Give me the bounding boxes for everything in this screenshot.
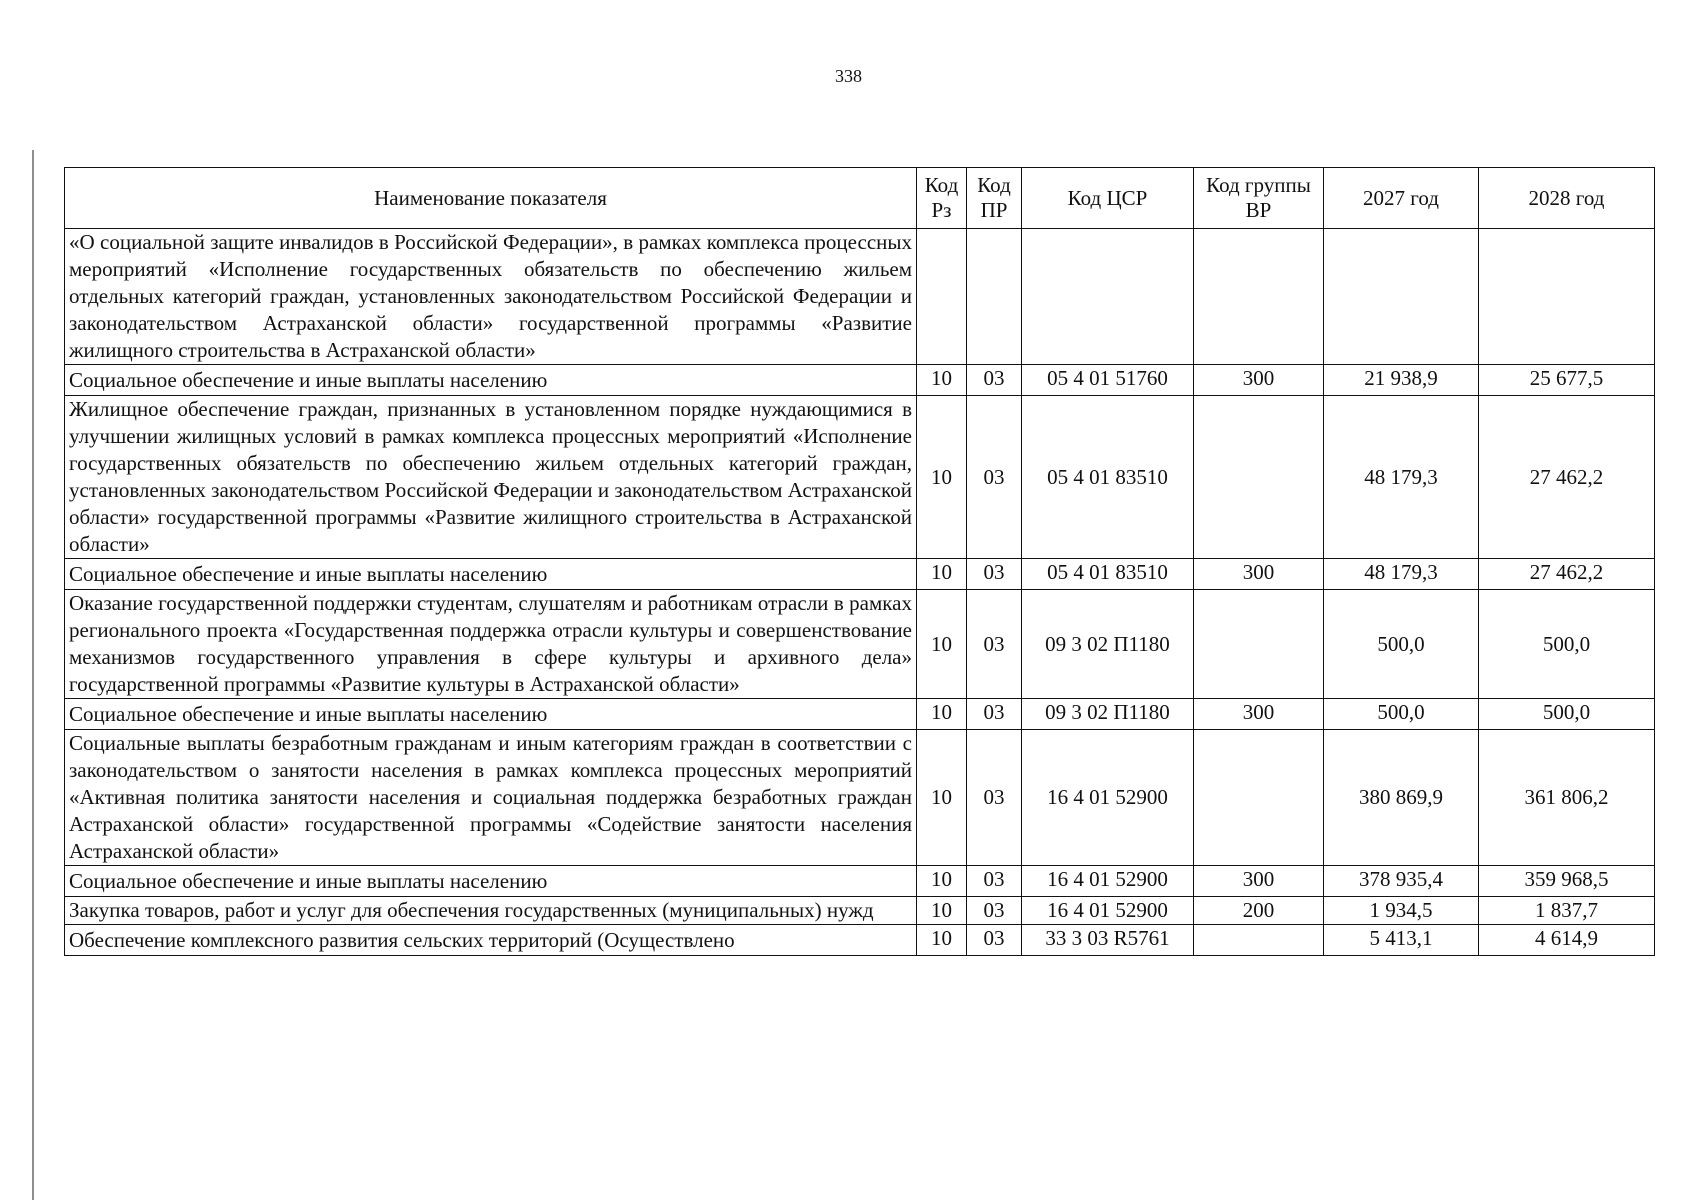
row-rz: 10 — [917, 699, 967, 730]
table-row — [65, 396, 1655, 559]
row-csr: 16 4 01 52900 — [1022, 897, 1194, 925]
row-csr: 16 4 01 52900 — [1022, 730, 1194, 866]
row-name: Социальное обеспечение и иные выплаты населению — [65, 699, 917, 730]
row-vr: 300 — [1194, 365, 1324, 396]
row-rz: 10 — [917, 897, 967, 925]
row-vr — [1194, 590, 1324, 699]
row-rz: 10 — [917, 730, 967, 866]
row-rz: 10 — [917, 925, 967, 956]
table-header-row — [65, 168, 1655, 229]
header-name: Наименование показателя — [65, 168, 917, 229]
table-row — [65, 730, 1655, 866]
row-2027 — [1324, 229, 1479, 365]
row-vr — [1194, 396, 1324, 559]
row-2028 — [1479, 229, 1655, 365]
row-csr: 05 4 01 51760 — [1022, 365, 1194, 396]
table-row — [65, 229, 1655, 365]
table-row — [65, 925, 1655, 956]
row-name: Социальное обеспечение и иные выплаты населению — [65, 559, 917, 590]
page-number: 338 — [835, 66, 862, 86]
row-pr — [967, 229, 1022, 365]
row-2028: 361 806,2 — [1479, 730, 1655, 866]
row-pr: 03 — [967, 866, 1022, 897]
row-2027: 21 938,9 — [1324, 365, 1479, 396]
row-csr: 09 3 02 П1180 — [1022, 590, 1194, 699]
row-vr — [1194, 925, 1324, 956]
row-vr: 300 — [1194, 699, 1324, 730]
row-2028: 359 968,5 — [1479, 866, 1655, 897]
row-2027: 378 935,4 — [1324, 866, 1479, 897]
row-2027: 48 179,3 — [1324, 559, 1479, 590]
row-2027: 48 179,3 — [1324, 396, 1479, 559]
header-pr: Код ПР — [967, 168, 1022, 229]
row-name: Социальные выплаты безработным гражданам и иным категориям граждан в соответствии с законодательством о занятости населения в рамках комплекса процессных мероприятий «Активная политика занятости населения и социальная поддержка безработных граждан Астраханской области» государственной программы «Содействие занятости населения Астраханской области» — [65, 730, 917, 866]
row-vr: 300 — [1194, 866, 1324, 897]
header-rz: Код Рз — [917, 168, 967, 229]
row-pr: 03 — [967, 699, 1022, 730]
row-csr: 16 4 01 52900 — [1022, 866, 1194, 897]
row-csr — [1022, 229, 1194, 365]
row-name: «О социальной защите инвалидов в Российской Федерации», в рамках комплекса процессных мероприятий «Исполнение государственных обязательств по обеспечению жильем отдельных категорий граждан, установленных законодательством Российской Федерации и законодательством Астраханской области» государственной программы «Развитие жилищного строительства в Астраханской области» — [65, 229, 917, 365]
row-pr: 03 — [967, 396, 1022, 559]
header-2028: 2028 год — [1479, 168, 1655, 229]
row-2027: 380 869,9 — [1324, 730, 1479, 866]
table-row — [65, 559, 1655, 590]
row-2028: 500,0 — [1479, 590, 1655, 699]
row-csr: 09 3 02 П1180 — [1022, 699, 1194, 730]
row-2028: 4 614,9 — [1479, 925, 1655, 956]
row-pr: 03 — [967, 925, 1022, 956]
row-name: Обеспечение комплексного развития сельских территорий (Осуществлено — [65, 925, 917, 956]
row-vr: 300 — [1194, 559, 1324, 590]
row-csr: 05 4 01 83510 — [1022, 559, 1194, 590]
row-name: Социальное обеспечение и иные выплаты населению — [65, 866, 917, 897]
row-2028: 27 462,2 — [1479, 559, 1655, 590]
row-name: Закупка товаров, работ и услуг для обеспечения государственных (муниципальных) нужд — [65, 897, 917, 925]
row-name: Оказание государственной поддержки студентам, слушателям и работникам отрасли в рамках регионального проекта «Государственная поддержка отрасли культуры и совершенствование механизмов государственного управления в сфере культуры и архивного дела» государственной программы «Развитие культуры в Астраханской области» — [65, 590, 917, 699]
table-row — [65, 866, 1655, 897]
row-rz: 10 — [917, 396, 967, 559]
row-pr: 03 — [967, 590, 1022, 699]
row-pr: 03 — [967, 559, 1022, 590]
row-2027: 500,0 — [1324, 590, 1479, 699]
row-rz: 10 — [917, 590, 967, 699]
header-vr: Код группы ВР — [1194, 168, 1324, 229]
table-row — [65, 590, 1655, 699]
row-pr: 03 — [967, 730, 1022, 866]
row-2028: 500,0 — [1479, 699, 1655, 730]
row-csr: 05 4 01 83510 — [1022, 396, 1194, 559]
row-rz — [917, 229, 967, 365]
row-2028: 27 462,2 — [1479, 396, 1655, 559]
header-csr: Код ЦСР — [1022, 168, 1194, 229]
row-2028: 25 677,5 — [1479, 365, 1655, 396]
row-csr: 33 3 03 R5761 — [1022, 925, 1194, 956]
budget-table — [64, 167, 1655, 956]
row-rz: 10 — [917, 559, 967, 590]
row-vr — [1194, 730, 1324, 866]
row-pr: 03 — [967, 365, 1022, 396]
binding-edge-line — [32, 150, 34, 1200]
header-2027: 2027 год — [1324, 168, 1479, 229]
table-row — [65, 897, 1655, 925]
row-rz: 10 — [917, 866, 967, 897]
row-2027: 500,0 — [1324, 699, 1479, 730]
table-row — [65, 699, 1655, 730]
row-2027: 1 934,5 — [1324, 897, 1479, 925]
row-2027: 5 413,1 — [1324, 925, 1479, 956]
row-2028: 1 837,7 — [1479, 897, 1655, 925]
row-rz: 10 — [917, 365, 967, 396]
row-vr — [1194, 229, 1324, 365]
row-name: Жилищное обеспечение граждан, признанных в установленном порядке нуждающимися в улучшении жилищных условий в рамках комплекса процессных мероприятий «Исполнение государственных обязательств по обеспечению жильем отдельных категорий граждан, установленных законодательством Российской Федерации и законодательством Астраханской области» государственной программы «Развитие жилищного строительства в Астраханской области» — [65, 396, 917, 559]
table-row — [65, 365, 1655, 396]
row-name: Социальное обеспечение и иные выплаты населению — [65, 365, 917, 396]
row-pr: 03 — [967, 897, 1022, 925]
row-vr: 200 — [1194, 897, 1324, 925]
